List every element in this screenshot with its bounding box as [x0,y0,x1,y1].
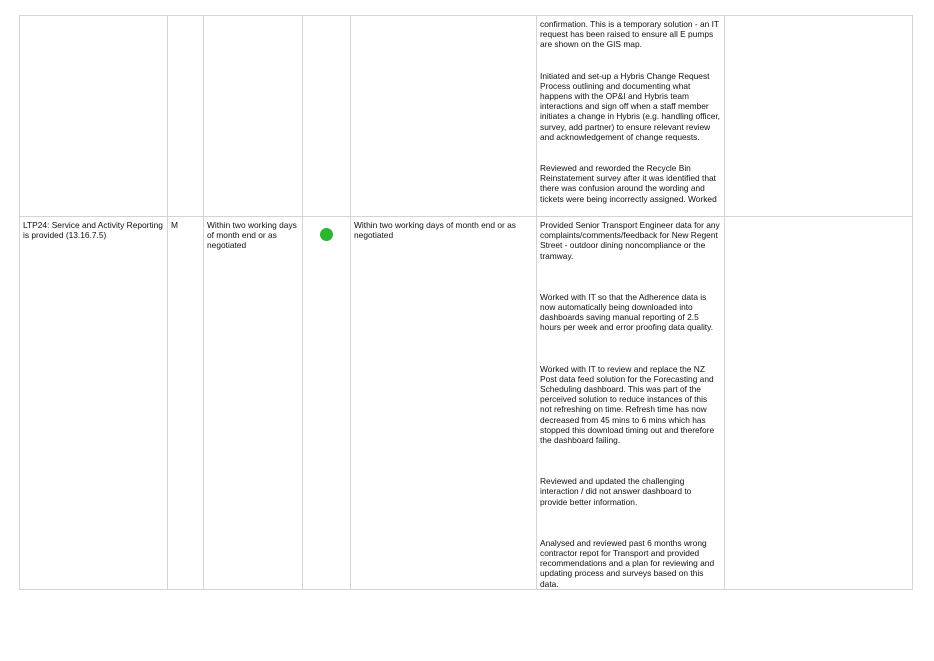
measure-text: LTP24: Service and Activity Reporting is provided (13.16.7.5) [23,220,163,241]
rating-cell [168,217,204,590]
notes-cell [725,217,913,590]
commentary-paragraph: Analysed and reviewed past 6 months wrong contractor repot for Transport and provided recommendations and a plan for reviewing and updating process and surveys based on this data. [540,537,715,589]
actual-text: Within two working days of month end or as negotiated [354,220,516,241]
status-cell [303,217,351,590]
commentary-paragraph: Worked with IT so that the Adherence data is now automatically being downloaded into dashboards saving manual reporting of 2.5 hours per week and error proofing data quality. [540,291,714,333]
actual-cell [351,16,537,217]
rating-text: M [171,220,178,230]
commentary-cell [537,217,725,590]
status-cell [303,16,351,217]
commentary-paragraph: Worked with IT to review and replace the NZ Post data feed solution for the Forecasting and Scheduling dashboard. This was part of the perceived solution to reduce instances of this not refreshing on time. Refresh time has now decreased from 45 mins to 6 mins which has stopped this download timing out and therefore the dashboard failing. [540,363,715,446]
table-row [20,16,913,217]
table-row [20,217,913,590]
commentary-paragraph: Provided Senior Transport Engineer data for any complaints/comments/feedback for New Regent Street - outdoor dining noncompliance or the tramway. [540,220,720,261]
performance-report-table [19,15,913,590]
target-text: Within two working days of month end or as negotiated [207,220,297,251]
measure-cell [20,16,168,217]
commentary-paragraph: Initiated and set-up a Hybris Change Request Process outlining and documenting what happens with the OP&I and Hybris team interactions and sign off when a staff member initiates a change in Hybris (e.g. handling officer, survey, add partner) to ensure relevant review and acknowledgement of change requests. [540,70,721,142]
commentary-paragraph: Reviewed and reworded the Recycle Bin Reinstatement survey after it was identified that there was confusion around the wording and tickets were being incorrectly assigned. Worked [540,163,717,204]
commentary-paragraph: confirmation. This is a temporary solution - an IT request has been raised to ensure all E pumps are shown on the GIS map. [540,19,719,50]
actual-cell [351,217,537,590]
target-cell [204,16,303,217]
target-cell [204,217,303,590]
rating-cell [168,16,204,217]
notes-cell [725,16,913,217]
commentary-paragraph: Reviewed and updated the challenging interaction / did not answer dashboard to provide better information. [540,476,692,507]
measure-cell [20,217,168,590]
commentary-cell [537,16,725,217]
status-dot-icon [320,228,333,241]
